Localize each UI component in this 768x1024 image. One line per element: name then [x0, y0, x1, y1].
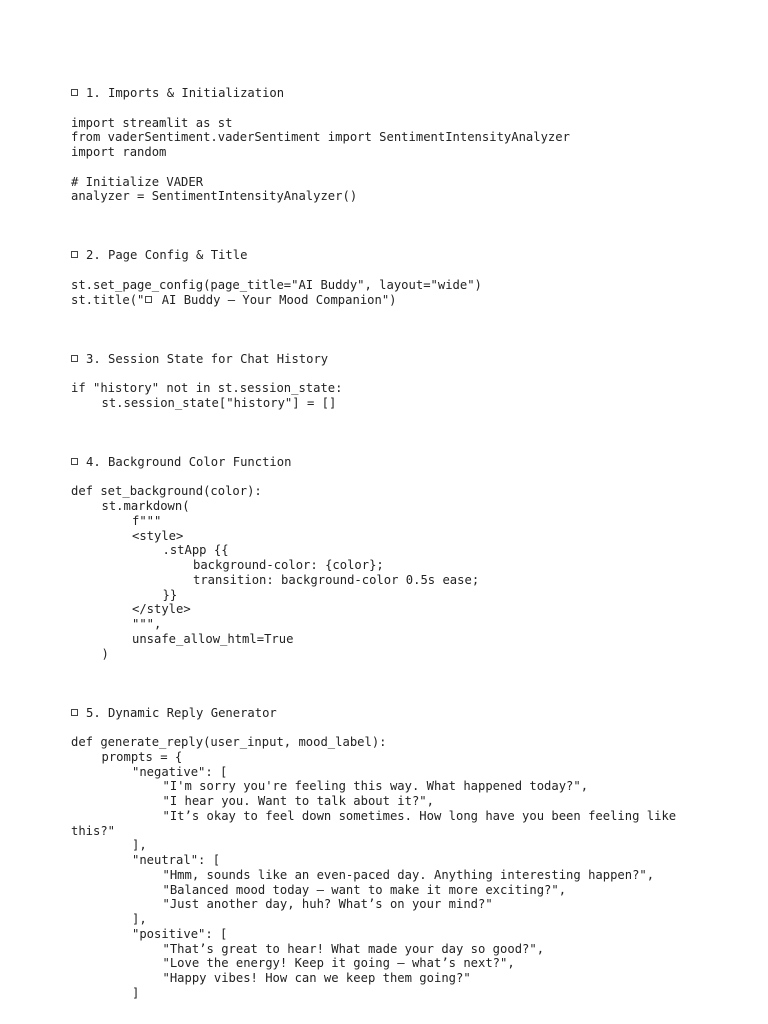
- code-line: ],: [132, 838, 147, 853]
- code-line: """,: [132, 617, 162, 631]
- code-line: unsafe_allow_html=True: [132, 631, 294, 646]
- code-line: ],: [132, 912, 147, 926]
- code-line: "Just another day, huh? What’s on your mind?": [162, 897, 493, 912]
- code-line: "Happy vibes! How can we keep them going?": [162, 971, 471, 985]
- checkbox-icon: [71, 355, 78, 362]
- checkbox-icon: [71, 709, 78, 716]
- code-line: "It’s okay to feel down sometimes. How long have you been feeling like: [162, 808, 677, 823]
- emoji-placeholder-icon: [145, 296, 152, 303]
- code-line: "Love the energy! Keep it going — what’s next?",: [162, 956, 515, 971]
- code-line: f""": [132, 513, 162, 528]
- code-line: st.session_state["history"] = []: [101, 395, 337, 410]
- code-line: st.markdown(: [101, 499, 190, 513]
- code-line: </style>: [132, 602, 191, 617]
- section-heading: 5. Dynamic Reply Generator: [71, 706, 751, 721]
- code-line: <style>: [132, 528, 184, 543]
- code-line: if "history" not in st.session_state:: [71, 381, 343, 395]
- code-line: st.title(" AI Buddy – Your Mood Companion"): [71, 292, 397, 307]
- code-line: "That’s great to hear! What made your day so good?",: [162, 941, 545, 956]
- code-line: st.set_page_config(page_title="AI Buddy", layout="wide"): [71, 277, 482, 292]
- checkbox-icon: [71, 251, 78, 258]
- section-heading: 4. Background Color Function: [71, 455, 751, 470]
- code-line: transition: background-color 0.5s ease;: [193, 572, 480, 587]
- code-line: def generate_reply(user_input, mood_label):: [71, 735, 387, 749]
- section-heading: 3. Session State for Chat History: [71, 352, 751, 367]
- code-line: prompts = {: [101, 749, 183, 764]
- code-line: import random: [71, 145, 167, 159]
- checkbox-icon: [71, 89, 78, 96]
- code-line-wrap: this?": [71, 823, 116, 838]
- code-line: def set_background(color):: [71, 484, 262, 499]
- code-line: from vaderSentiment.vaderSentiment import SentimentIntensityAnalyzer: [71, 130, 570, 145]
- code-line: "positive": [: [132, 926, 228, 941]
- code-line: ): [101, 646, 109, 661]
- code-document: [71, 86, 751, 1001]
- code-line: background-color: {color};: [193, 558, 384, 572]
- section-heading: 1. Imports & Initialization: [71, 86, 751, 101]
- code-line: }}: [162, 587, 178, 602]
- code-line: import streamlit as st: [71, 115, 233, 130]
- code-line: "neutral": [: [132, 853, 221, 867]
- code-comment: # Initialize VADER: [71, 174, 204, 189]
- code-line: "I hear you. Want to talk about it?",: [162, 794, 434, 808]
- code-line: .stApp {{: [162, 543, 229, 558]
- code-line: "Hmm, sounds like an even-paced day. Anything interesting happen?",: [162, 867, 655, 882]
- code-line: "I'm sorry you're feeling this way. What happened today?",: [162, 779, 589, 794]
- checkbox-icon: [71, 458, 78, 465]
- section-heading: 2. Page Config & Title: [71, 248, 751, 263]
- code-line: "Balanced mood today — want to make it more exciting?",: [162, 882, 567, 897]
- code-line: "negative": [: [132, 764, 228, 779]
- code-line: ]: [132, 985, 140, 1000]
- code-line: analyzer = SentimentIntensityAnalyzer(): [71, 189, 358, 204]
